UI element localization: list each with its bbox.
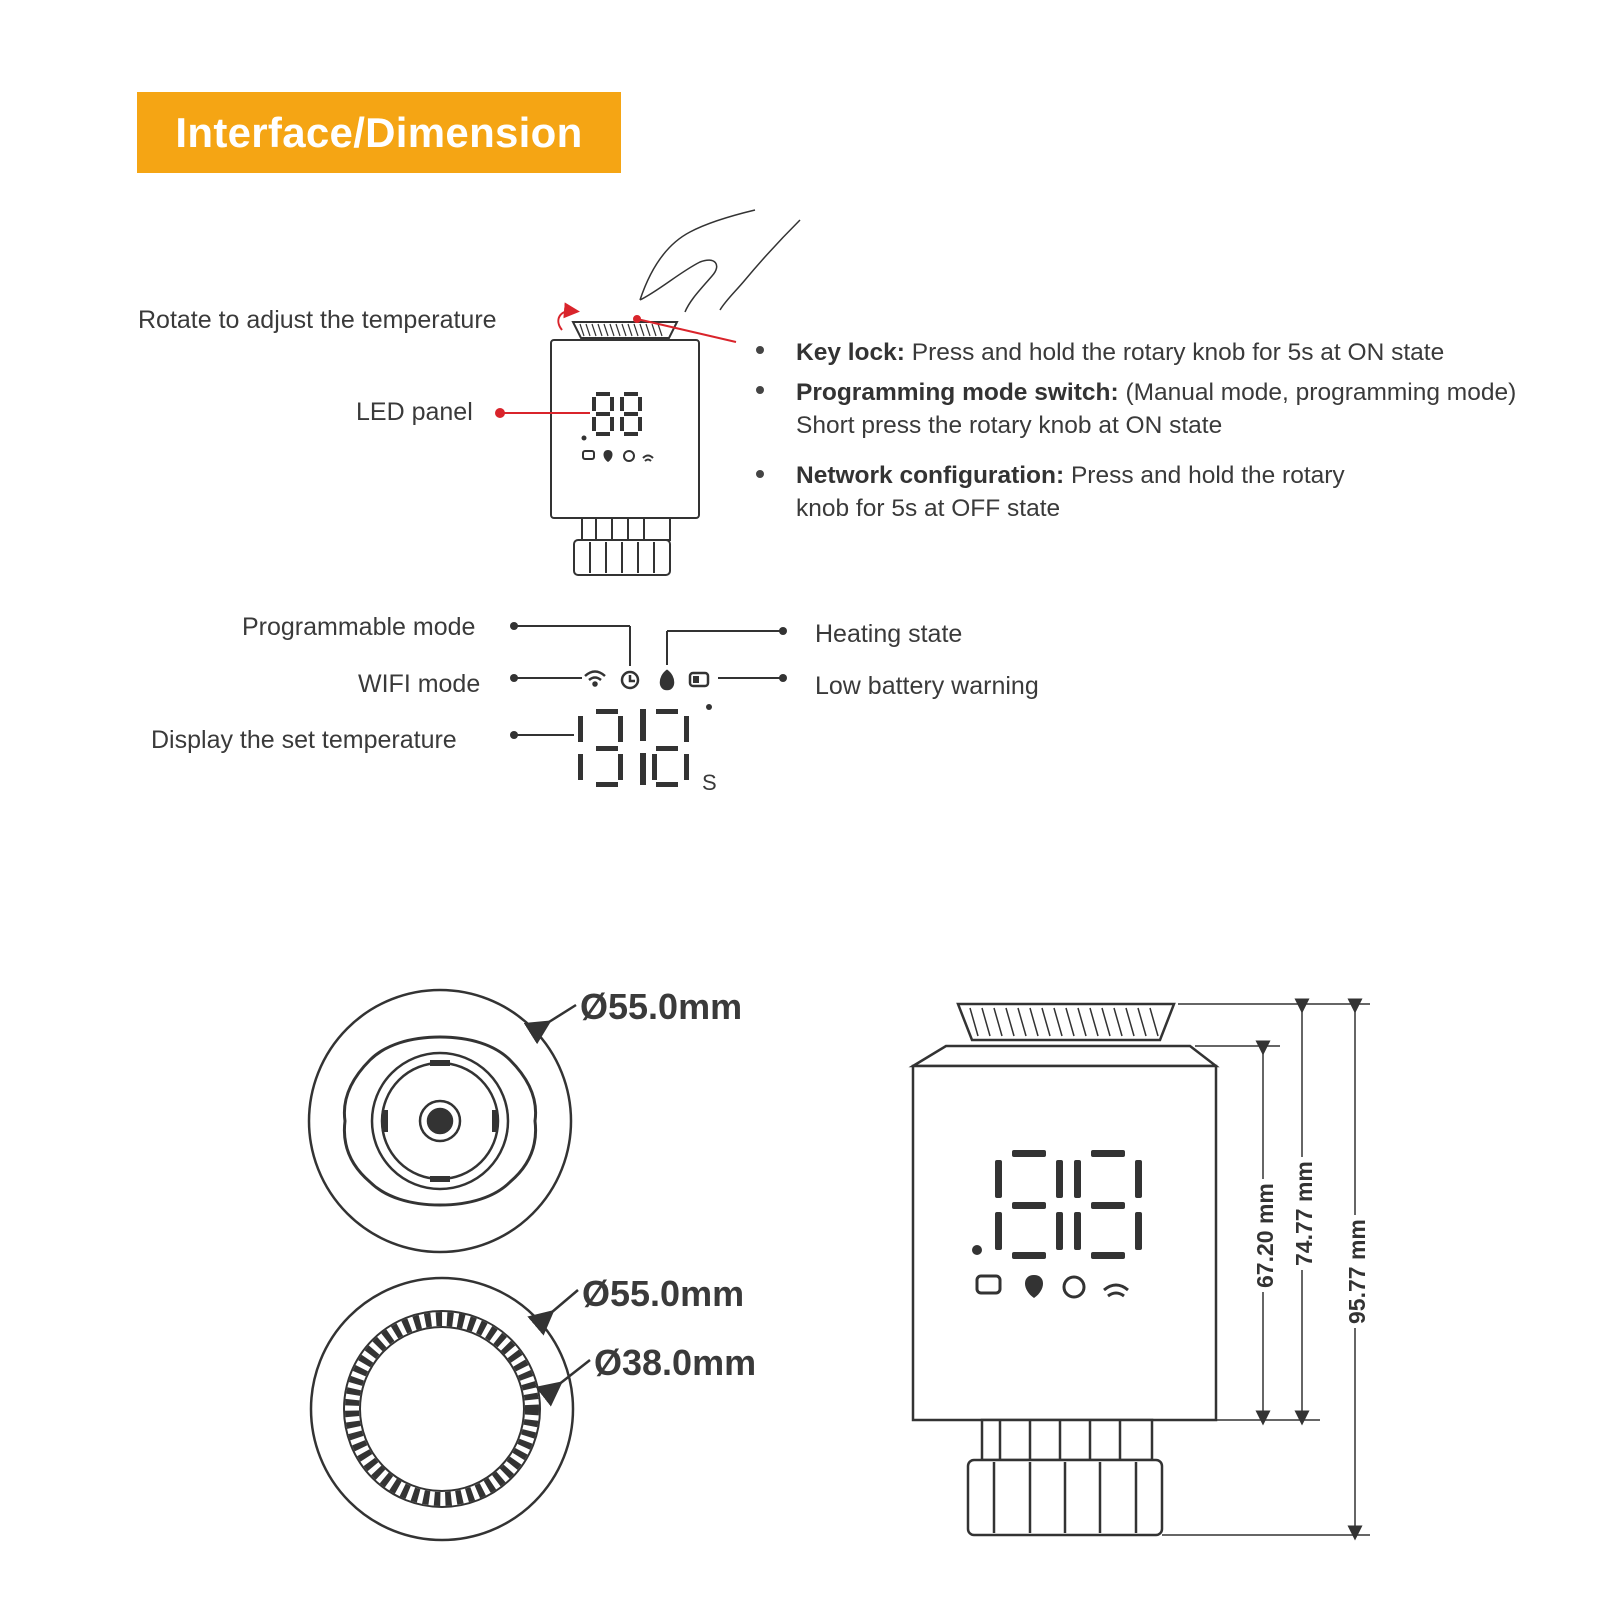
- back-outer-diameter-label: Ø55.0mm: [582, 1273, 745, 1314]
- back-inner-diameter-label: Ø38.0mm: [594, 1342, 757, 1383]
- legend-wifi-mode: WIFI mode: [358, 670, 481, 698]
- legend-digits: [578, 704, 712, 787]
- legend-lines: [514, 626, 783, 735]
- legend-programmable-mode: Programmable mode: [242, 613, 476, 641]
- front-view: [309, 990, 576, 1252]
- front-diameter-label: Ø55.0mm: [580, 986, 743, 1027]
- hand-sketch: [640, 210, 800, 312]
- body-knob-height-label: 74.77 mm: [1291, 1157, 1318, 1270]
- feature-key-lock: Key lock: Press and hold the rotary knob for 5s at ON state: [796, 339, 1445, 366]
- page-title: Interface/Dimension: [175, 108, 583, 156]
- feature-programming-mode: Programming mode switch: (Manual mode, programming mode) Short press the rotary knob at ON state: [796, 379, 1517, 439]
- back-view: [311, 1278, 590, 1540]
- led-panel-label: LED panel: [356, 398, 473, 426]
- total-height-label: 95.77 mm: [1344, 1215, 1371, 1328]
- feature-network-config: Network configuration: Press and hold the rotary knob for 5s at OFF state: [796, 462, 1345, 522]
- body-height-label: 67.20 mm: [1252, 1179, 1279, 1292]
- legend-icons: [585, 671, 708, 689]
- legend-set-temperature: Display the set temperature: [151, 726, 457, 754]
- legend-heating-state: Heating state: [815, 620, 963, 648]
- rotate-label: Rotate to adjust the temperature: [138, 306, 497, 334]
- legend-unit-char: S: [702, 770, 717, 795]
- thermostat-large: [913, 1004, 1216, 1535]
- legend-low-battery: Low battery warning: [815, 672, 1039, 700]
